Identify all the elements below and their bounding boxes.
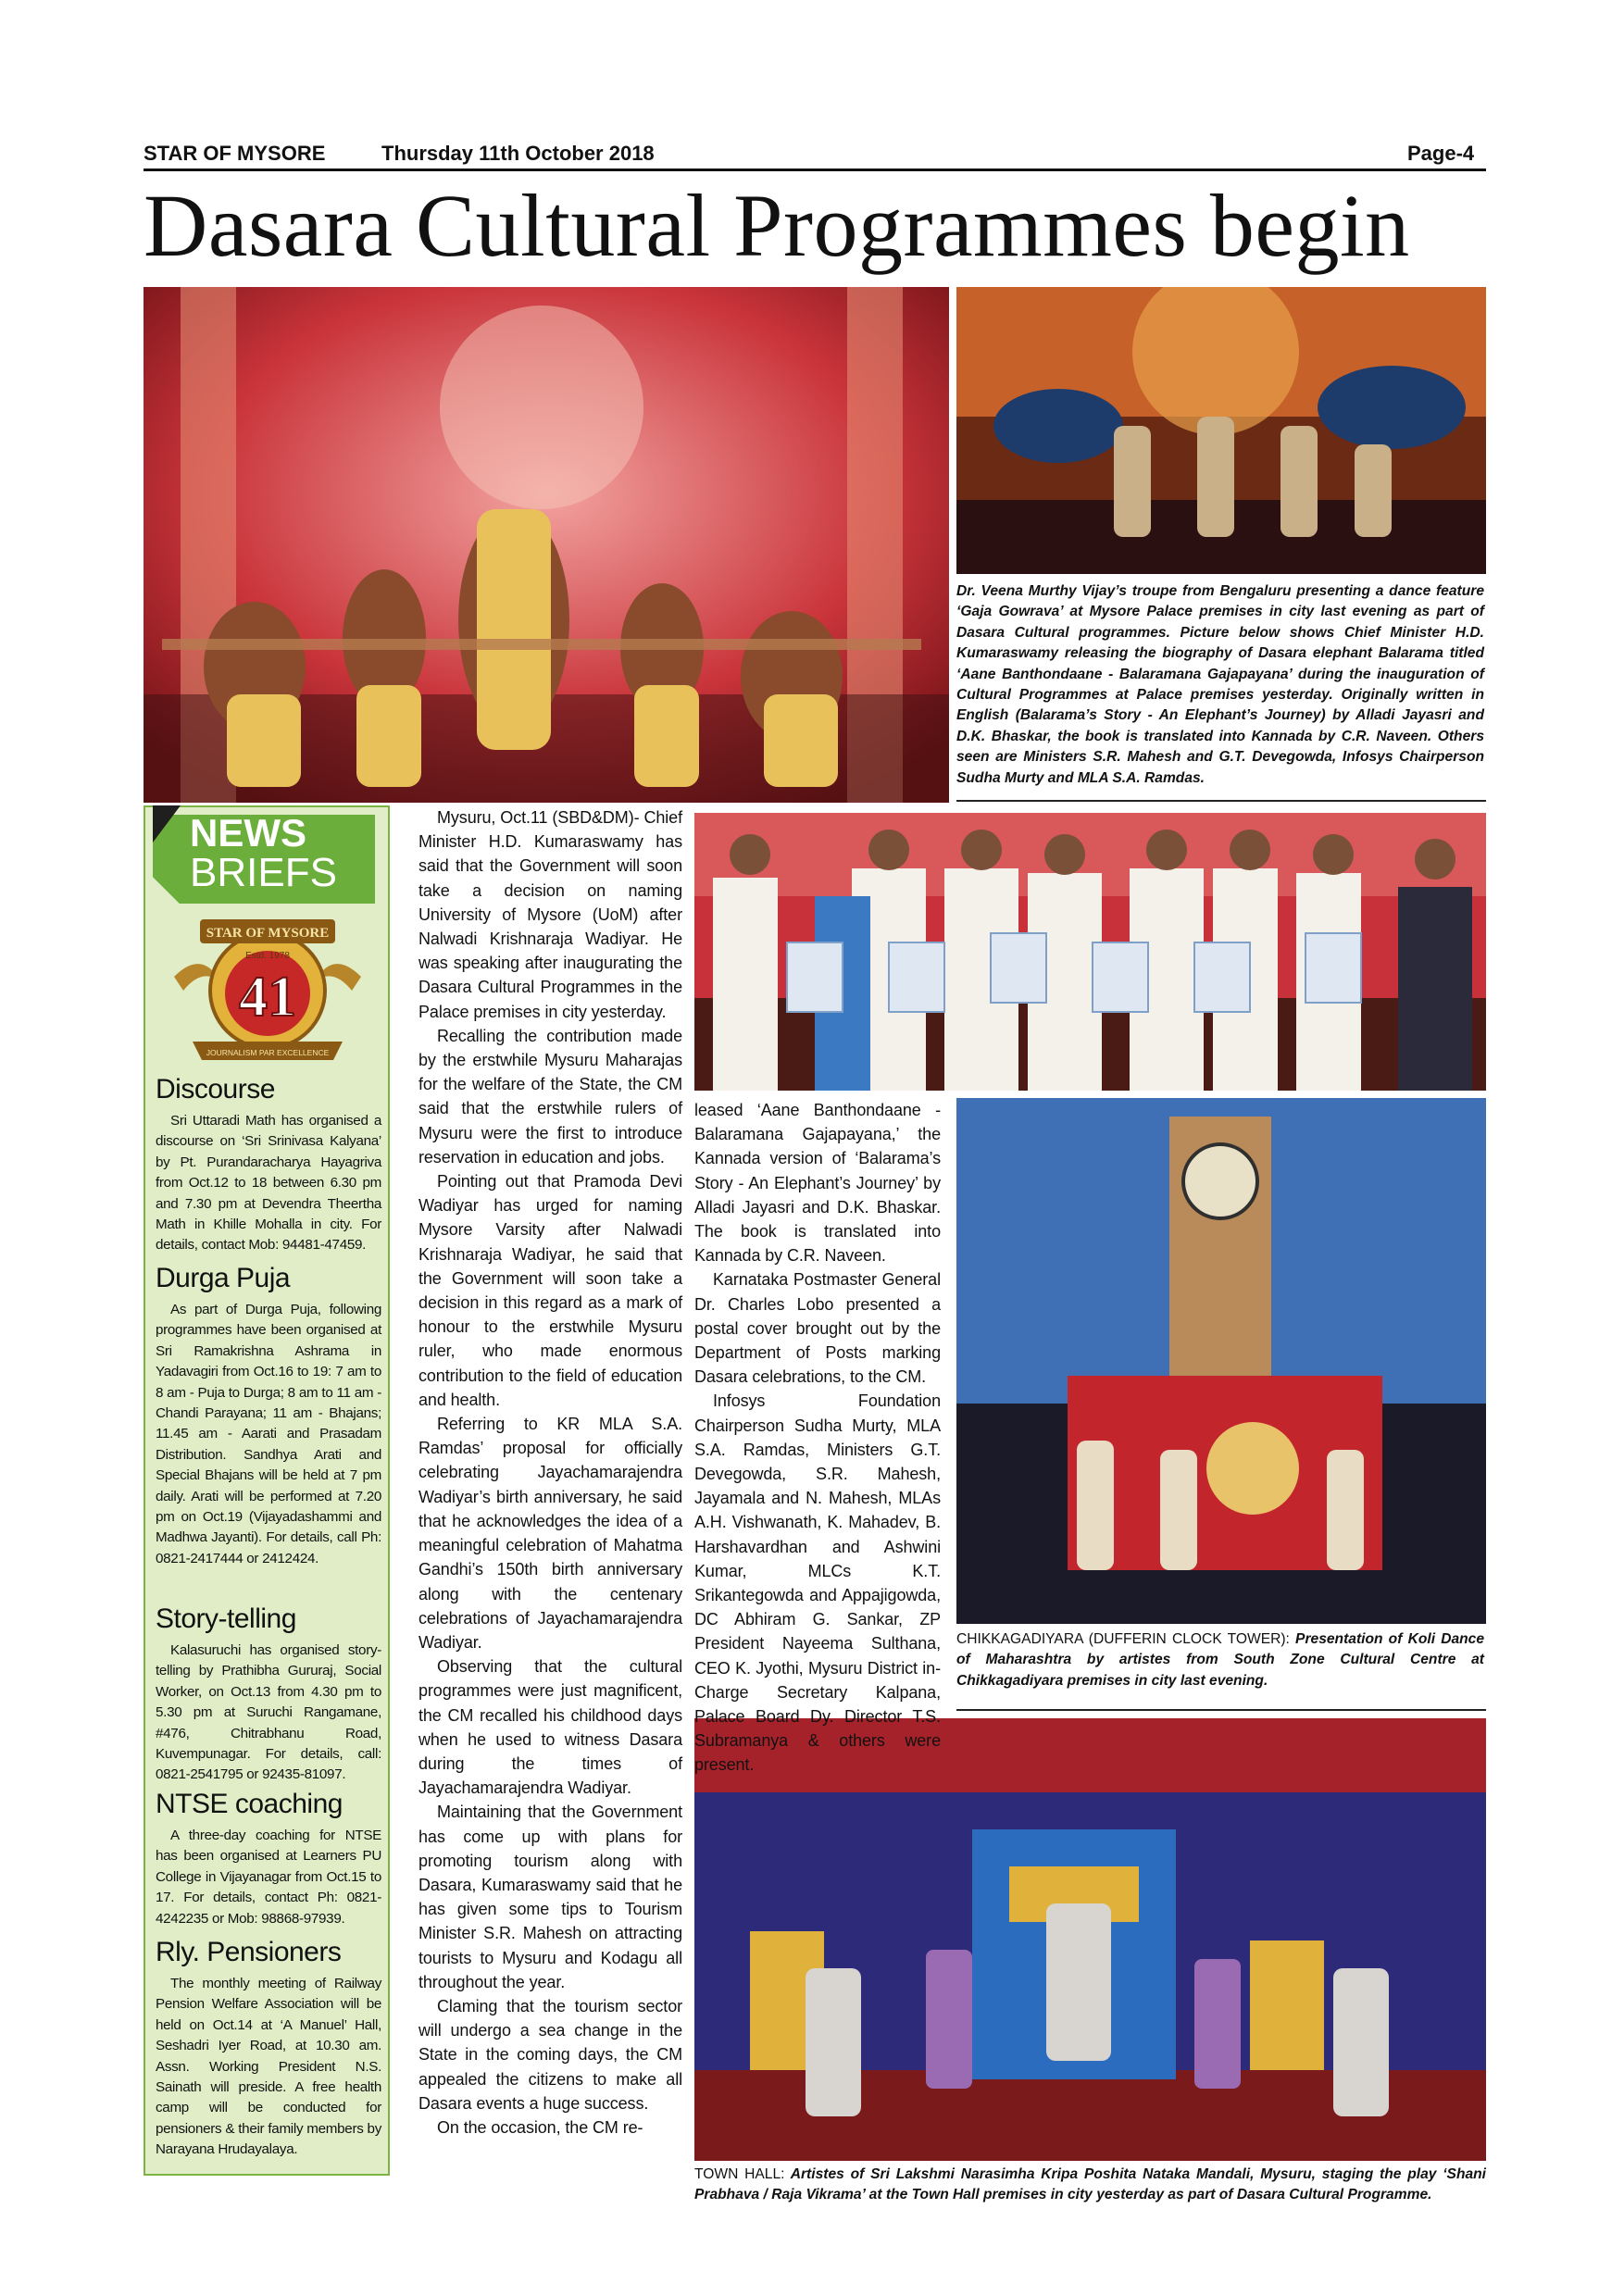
brief-body-ntse-coaching: A three-day coaching for NTSE has been organised at Learners PU College in Vijayanagar from Oct.15 to 17. For details, contact Ph: 0821-4242235 or Mob: 98868-97939. — [156, 1828, 381, 1927]
article-paragraph: Infosys Foundation Chairperson Sudha Murty, MLA S.A. Ramdas, Ministers G.T. Devegowda, S.R. Mahesh, Jayamala and N. Mahesh, MLAs A.H. Vishwanath, K. Mahadev, B. Harshavardhan and Ashwini Kumar, MLCs K.T. Srikantegowda and Appajigowda, DC Abhiram G. Sankar, ZP President Nayeema Sulthana, CEO K. Jyothi, Mysuru District in-Charge Secretary Kalpana, Palace Board Dy. Director T.S. Subramanya & others were present. — [694, 1391, 941, 1775]
brief-body-durga-puja: As part of Durga Puja, following programmes have been organised at Sri Ramakrishna Ashrama in Yadavagiri from Oct.16 to 19: 7 am to 8 am - Puja to Durga; 8 am to 11 am - Chandi Parayana; 11 am - Bhajans; 11.45 am - Aarati and Prasadam Distribution. Sandhya Arati and Special Bhajans will be held at 7 pm daily. Arati will be performed at 7.20 pm on Oct.19 (Vijayadashammi and Madhwa Jayanti). For details, call Ph: 0821-2417444 or 2412424. — [156, 1302, 381, 1566]
caption-town-hall — [694, 2165, 1486, 2206]
article-paragraph: On the occasion, the CM re- — [437, 2117, 643, 2137]
paper-name: STAR OF MYSORE — [144, 142, 326, 165]
photo-book-release — [694, 813, 1486, 1091]
star-of-mysore-41-logo — [165, 912, 370, 1069]
news-briefs-title-2: BRIEFS — [190, 850, 337, 895]
caption-clock-tower — [956, 1629, 1484, 1691]
brief-body-discourse: Sri Uttaradi Math has organised a discourse on ‘Sri Srinivasa Kalyana’ by Pt. Purandaracharya Hayagriva from Oct.12 to 18 between 6.30 pm and 7.30 pm at Devendra Theertha Math in Khille Mohalla in city. For details, contact Mob: 94481-47459. — [156, 1113, 381, 1254]
brief-heading-ntse-coaching: NTSE coaching — [156, 1789, 343, 1819]
article-paragraph: Karnataka Postmaster General Dr. Charles Lobo presented a postal cover brought out by the Department of Posts marking Dasara celebrations, to the CM. — [694, 1270, 941, 1387]
brief-heading-discourse: Discourse — [156, 1074, 275, 1104]
brief-heading-rly-pensioners: Rly. Pensioners — [156, 1937, 342, 1967]
article-paragraph: Referring to KR MLA S.A. Ramdas’ proposal for officially celebrating Jayachamarajendra Wadiyar’s birth anniversary, he said that he acknowledges the idea of a meaningful celebration of Mahatma Gandhi’s 150th birth anniversary along with the centenary celebrations of Jayachamarajendra Wadiyar. — [418, 1415, 682, 1652]
brief-body-story-telling: Kalasuruchi has organised story-telling by Prathibha Gururaj, Social Worker, on Oct.13 from 4.30 pm to 5.30 pm at Suruchi Rangamane, #476, Chitrabhanu Road, Kuvempunagar. For details, call: 0821-2541795 or 92435-81097. — [156, 1642, 381, 1783]
article-paragraph: leased ‘Aane Banthondaane - Balaramana Gajapayana,’ the Kannada version of ‘Balarama’s Story - An Elephant’s Journey’ by Alladi Jayasri and D.K. Bhaskar. The book is translated into Kannada by C.R. Naveen. — [694, 1101, 941, 1266]
caption-town-hall-text: Artistes of Sri Lakshmi Narasimha Kripa Poshita Nataka Mandali, Mysuru, staging the play ‘Shani Prabhava / Raja Vikrama’ at the Town Hall premises in city yesterday as part of Dasara Cultural Programme. — [694, 2166, 1486, 2203]
caption-clock-tower-lead: CHIKKAGADIYARA (DUFFERIN CLOCK TOWER): — [956, 1631, 1290, 1647]
article-column-1 — [418, 805, 682, 2140]
svg-text:JOURNALISM PAR EXCELLENCE: JOURNALISM PAR EXCELLENCE — [206, 1048, 330, 1057]
issue-date: Thursday 11th October 2018 — [381, 142, 655, 165]
caption-town-hall-lead: TOWN HALL: — [694, 2166, 785, 2182]
photo-palace-dance — [144, 287, 949, 803]
article-paragraph: Mysuru, Oct.11 (SBD&DM)- Chief Minister H.D. Kumaraswamy has said that the Government will soon take a decision on naming University of Mysore (UoM) after Nalwadi Krishnaraja Wadiyar. He was speaking after inaugurating the Dasara Cultural Programmes in the Palace premises in city yesterday. — [418, 808, 682, 1021]
brief-body-rly-pensioners: The monthly meeting of Railway Pension Welfare Association will be held on Oct.14 at ‘A Manuel’ Hall, Seshadri Iyer Road, at 10.30 am. Assn. Working President N.S. Sainath will preside. A free health camp will be conducted for pensioners & their family members by Narayana Hrudayalaya. — [156, 1976, 381, 2158]
header-rule — [144, 168, 1486, 171]
svg-text:Estd. 1978: Estd. 1978 — [245, 951, 290, 961]
photo-gaja-gowrava — [956, 287, 1486, 574]
brief-heading-durga-puja: Durga Puja — [156, 1263, 291, 1293]
caption-clock-tower-text: Presentation of Koli Dance of Maharashtra by artistes from South Zone Cultural Centre at Chikkagadiyara premises in city last evening. — [956, 1631, 1484, 1689]
article-paragraph: Recalling the contribution made by the erstwhile Mysuru Maharajas for the welfare of the State, the CM said that the erstwhile rulers of Mysuru were the first to introduce reservation in education and jobs. — [418, 1026, 682, 1167]
article-column-2 — [694, 1098, 941, 1778]
svg-text:41: 41 — [239, 966, 296, 1029]
article-paragraph: Observing that the cultural programmes were just magnificent, the CM recalled his childhood days when he used to witness Dasara during the times of Jayachamarajendra Wadiyar. — [418, 1657, 682, 1798]
photo-clock-tower — [956, 1098, 1486, 1624]
photo-town-hall — [694, 1718, 1486, 2161]
caption-palace-dance: Dr. Veena Murthy Vijay’s troupe from Bengaluru presenting a dance feature ‘Gaja Gowrava’ at Mysore Palace premises in city last evening as part of Dasara Cultural programmes. Picture below shows Chief Minister H.D. Kumaraswamy releasing the biography of Dasara elephant Balarama titled ‘Aane Banthondaane - Balaramana Gajapayana’ during the inauguration of Cultural Programmes at Palace premises yesterday. Originally written in English (Balarama’s Story - An Elephant’s Journey) by Alladi Jayasri and D.K. Bhaskar, the book is translated into Kannada by C.R. Naveen. Others seen are Ministers S.R. Mahesh and G.T. Devegowda, Infosys Chairperson Sudha Murty and MLA S.A. Ramdas. — [956, 583, 1484, 786]
caption-rule — [956, 1709, 1486, 1711]
article-paragraph: Maintaining that the Government has come up with plans for promoting tourism along with Dasara, Kumaraswamy said that he has given some tips to Tourism Minister S.R. Mahesh on attracting tourists to Mysuru and Kodagu all throughout the year. — [418, 1803, 682, 1991]
brief-heading-story-telling: Story-telling — [156, 1603, 296, 1634]
article-paragraph: Claming that the tourism sector will undergo a sea change in the State in the coming days, the CM appealed the citizens to make all Dasara events a huge success. — [418, 1996, 682, 2113]
page-number: Page-4 — [1407, 142, 1475, 165]
article-paragraph: Pointing out that Pramoda Devi Wadiyar has urged for naming Mysore Varsity after Nalwadi Krishnaraja Wadiyar, he said that the Government will soon take a decision in this regard as a mark of honour to the erstwhile Mysuru ruler, who made enormous contribution to the field of education and health. — [418, 1172, 682, 1409]
headline: Dasara Cultural Programmes begin — [144, 176, 1410, 275]
svg-text:STAR OF MYSORE: STAR OF MYSORE — [206, 926, 330, 941]
caption-rule — [956, 800, 1486, 802]
news-briefs-title-1: NEWS — [190, 811, 306, 855]
